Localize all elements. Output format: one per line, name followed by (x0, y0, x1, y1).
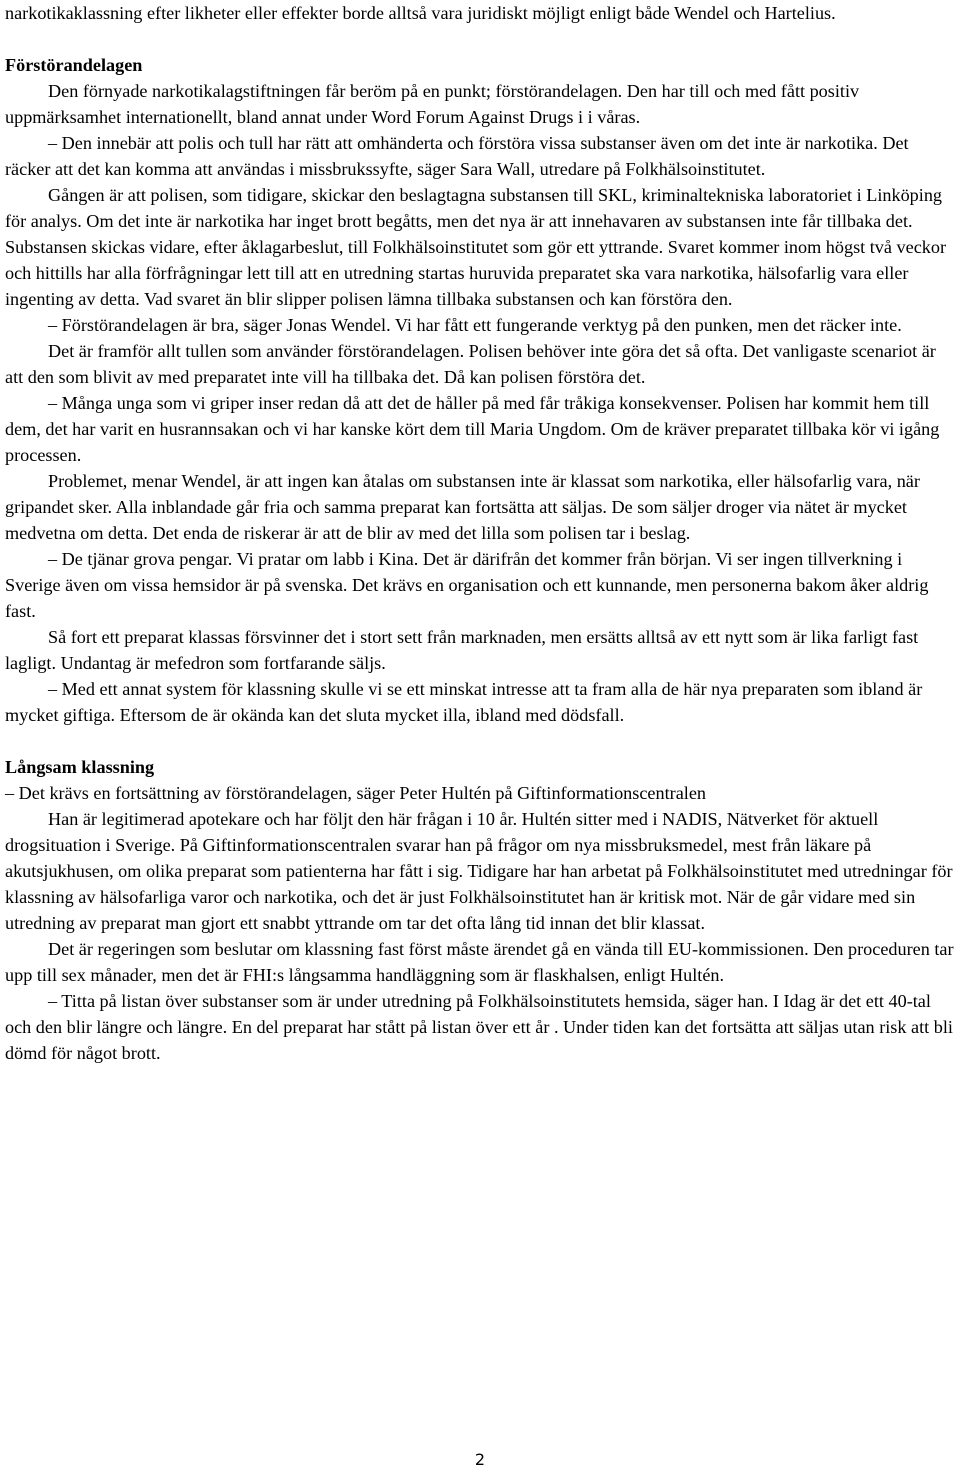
intro-paragraph: narkotikaklassning efter likheter eller effekter borde alltså vara juridiskt möjligt enligt både Wendel och Hartelius. (5, 3, 836, 23)
spacer (5, 26, 955, 52)
quote-paragraph: – Titta på listan över substanser som är under utredning på Folkhälsoinstitutets hemsida, säger han. I Idag är det ett 40-tal och den blir längre och längre. En del preparat har stått på listan över ett år . Under tiden kan det fortsätta att säljas utan risk att bli dömd för något brott. (5, 991, 953, 1063)
body-paragraph: Han är legitimerad apotekare och har följt den här frågan i 10 år. Hultén sitter med i NADIS, Nätverket för aktuell drogsituation i Sverige. På Giftinformationscentralen svarar han på frågor om nya missbruksmedel, mest från läkare på akutsjukhusen, om olika preparat som patienterna har fått i sig. Tidigare har han arbetat på Folkhälsoinstitutet med utredningar för klassning av hälsofarliga varor och narkotika, och det är just Folkhälsoinstitutet han är kritisk mot. När de går vidare med sin utredning av preparat man gjort ett snabbt yttrande om tar det ofta lång tid innan det blir klassat. (5, 809, 953, 933)
body-paragraph: Det är framför allt tullen som använder förstörandelagen. Polisen behöver inte göra det så ofta. Det vanligaste scenariot är att den som blivit av med preparatet inte vill ha tillbaka det. Då kan polisen förstöra det. (5, 341, 936, 387)
quote-paragraph: – Den innebär att polis och tull har rätt att omhänderta och förstöra vissa substanser även om det inte är narkotika. Det räcker att det kan komma att användas i missbrukssyfte, säger Sara Wall, utredare på Folkhälsoinstitutet. (5, 133, 909, 179)
lead-quote-paragraph: – Det krävs en fortsättning av förstörandelagen, säger Peter Hultén på Giftinformationscentralen (5, 783, 706, 803)
quote-paragraph: – Förstörandelagen är bra, säger Jonas Wendel. Vi har fått ett fungerande verktyg på den punken, men det räcker inte. (48, 315, 902, 335)
spacer (5, 728, 955, 754)
quote-paragraph: – Med ett annat system för klassning skulle vi se ett minskat intresse att ta fram alla de här nya preparaten som ibland är mycket giftiga. Eftersom de är okända kan det sluta mycket illa, ibland med dödsfall. (5, 679, 923, 725)
body-paragraph: Så fort ett preparat klassas försvinner det i stort sett från marknaden, men ersätts alltså av ett nytt som är lika farligt fast lagligt. Undantag är mefedron som fortfarande säljs. (5, 627, 919, 673)
document-page (5, 0, 955, 1066)
body-paragraph: Gången är att polisen, som tidigare, skickar den beslagtagna substansen till SKL, kriminaltekniska laboratoriet i Linköping för analys. Om det inte är narkotika har inget brott begåtts, men det nya är att innehavaren av substansen inte får tillbaka det. Substansen skickas vidare, efter åklagarbeslut, till Folkhälsoinstitutet som gör ett yttrande. Svaret kommer inom högst två veckor och hittills har alla förfrågningar lett till att en utredning startas huruvida preparatet ska vara narkotika, hälsofarlig vara eller ingenting av detta. Vad svaret än blir slipper polisen lämna tillbaka substansen och kan förstöra den. (5, 185, 947, 309)
quote-paragraph: – Många unga som vi griper inser redan då att det de håller på med får tråkiga konsekvenser. Polisen har kommit hem till dem, det har varit en husrannsakan och vi har kanske kört dem till Maria Ungdom. Om de kräver preparatet tillbaka kör vi igång processen. (5, 393, 940, 465)
section-heading-langsam-klassning: Långsam klassning (5, 757, 155, 777)
page-number: 2 (474, 1450, 486, 1469)
section-heading-forstorandelagen: Förstörandelagen (5, 55, 143, 75)
body-paragraph: Det är regeringen som beslutar om klassning fast först måste ärendet gå en vända till EU-kommissionen. Den proceduren tar upp till sex månader, men det är FHI:s långsamma handläggning som är flaskhalsen, enligt Hultén. (5, 939, 954, 985)
body-paragraph: Den förnyade narkotikalagstiftningen får beröm på en punkt; förstörandelagen. Den har till och med fått positiv uppmärksamhet internationellt, bland annat under Word Forum Against Drugs i i våras. (5, 81, 860, 127)
quote-paragraph: – De tjänar grova pengar. Vi pratar om labb i Kina. Det är därifrån det kommer från början. Vi ser ingen tillverkning i Sverige även om vissa hemsidor är på svenska. Det krävs en organisation och ett kunnande, men personerna bakom åker aldrig fast. (5, 549, 929, 621)
body-paragraph: Problemet, menar Wendel, är att ingen kan åtalas om substansen inte är klassat som narkotika, eller hälsofarlig vara, när gripandet sker. Alla inblandade går fria och samma preparat kan fortsätta att säljas. De som säljer droger via nätet är mycket medvetna om detta. Det enda de riskerar är att de blir av med det lilla som polisen tar i beslag. (5, 471, 920, 543)
